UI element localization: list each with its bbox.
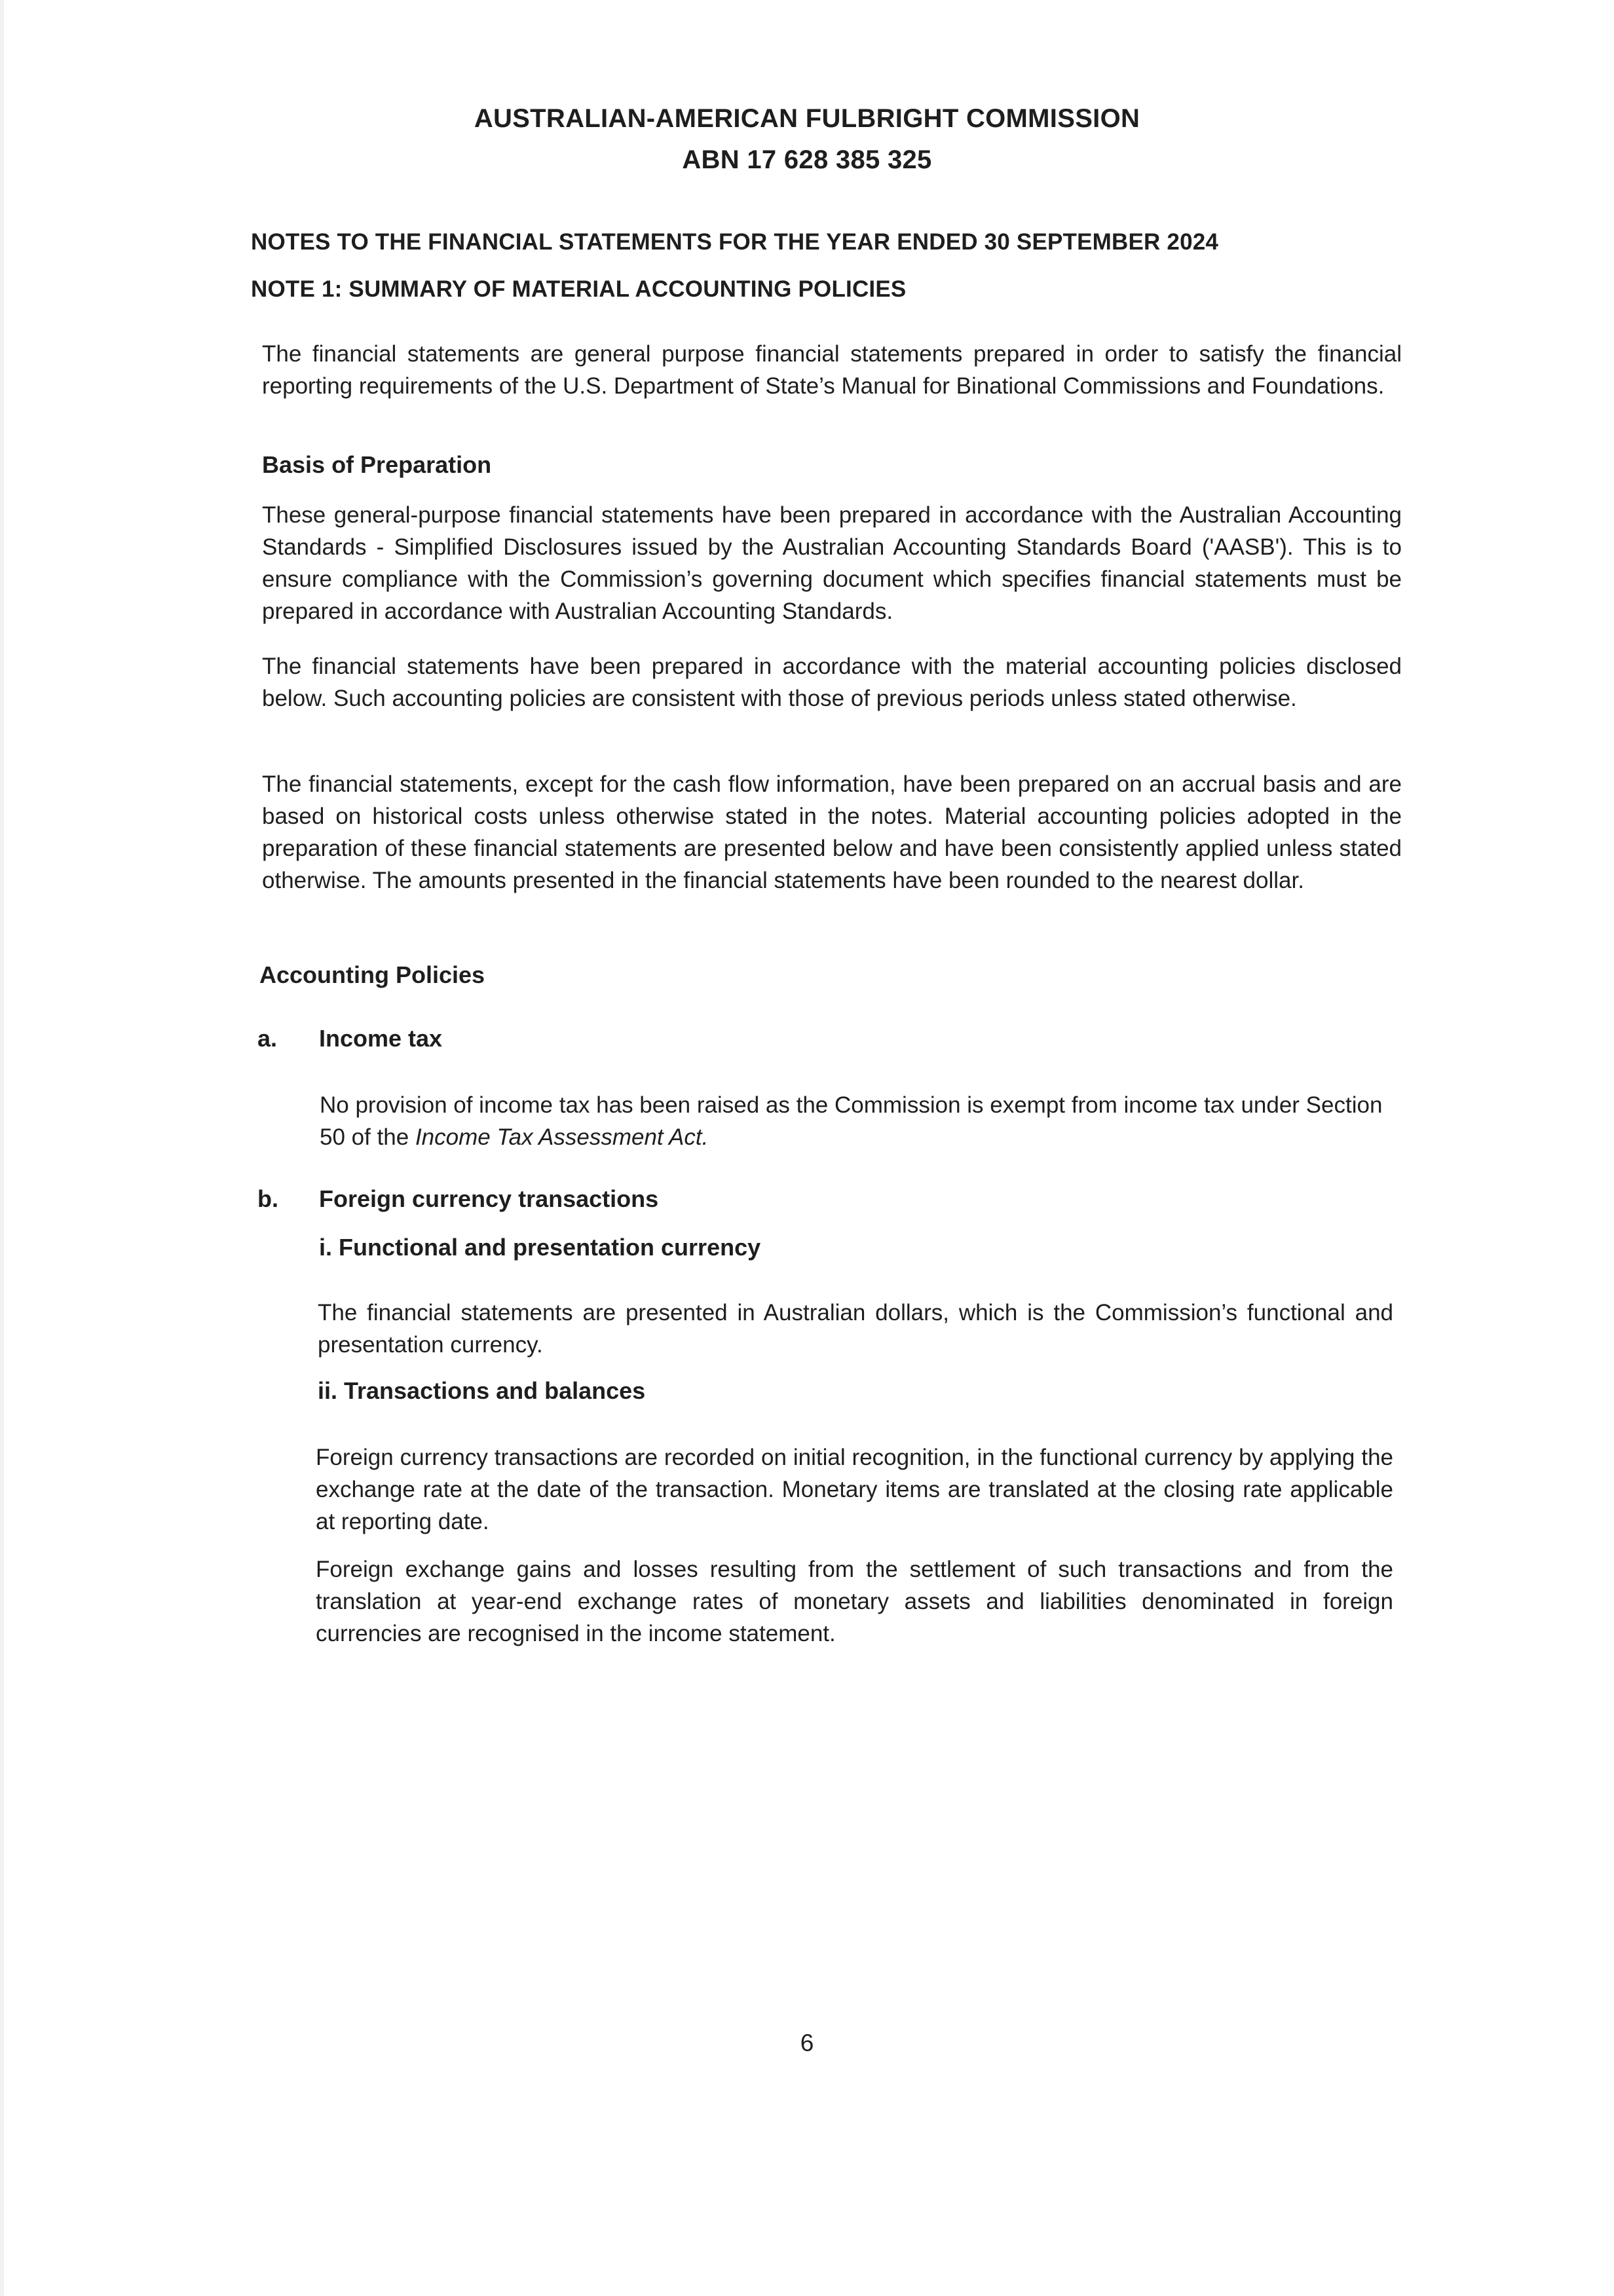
intro-paragraph: The financial statements are general purpose financial statements prepared in order to satisfy the financial reporting requirements of the U.S. Department of State’s Manual for Binational Commissions and Foundations. (262, 341, 1402, 399)
item-a-letter: a. (257, 1025, 278, 1052)
basis-paragraph-3: The financial statements, except for the cash flow information, have been prepared on an accrual basis and are based on historical costs unless otherwise stated in the notes. Material accounting policies adopted in the preparation of these financial statements are presented below and have been consistently applied unless stated otherwise. The amounts presented in the financial statements have been rounded to the nearest dollar. (262, 771, 1402, 893)
document-header (0, 98, 1614, 181)
basis-paragraph-1: These general-purpose financial statements have been prepared in accordance with the Australian Accounting Standards - Simplified Disclosures issued by the Australian Accounting Standards Board ('AASB'). This is to ensure compliance with the Commission’s governing document which specifies financial statements must be prepared in accordance with Australian Accounting Standards. (262, 502, 1402, 624)
item-b-letter: b. (257, 1185, 278, 1212)
income-tax-text: No provision of income tax has been raised as the Commission is exempt from income tax under Section 50 of the (320, 1092, 1383, 1150)
functional-currency-paragraph: The financial statements are presented in Australian dollars, which is the Commission’s functional and presentation currency. (318, 1300, 1393, 1358)
functional-currency-heading: i. Functional and presentation currency (319, 1234, 761, 1261)
abn-number: ABN 17 628 385 325 (682, 145, 932, 174)
income-tax-act-name: Income Tax Assessment Act. (415, 1124, 709, 1150)
income-tax-paragraph (320, 1089, 1394, 1153)
transactions-paragraph-2: Foreign exchange gains and losses resulting from the settlement of such transactions and from the translation at year-end exchange rates of monetary assets and liabilities denominated in foreign currencies are recognised in the income statement. (316, 1557, 1393, 1646)
basis-paragraph-2: The financial statements have been prepared in accordance with the material accounting policies disclosed below. Such accounting policies are consistent with those of previous periods unless stated otherwise. (262, 654, 1402, 711)
page-number: 6 (800, 2029, 814, 2056)
transactions-paragraph-1: Foreign currency transactions are recorded on initial recognition, in the functional currency by applying the exchange rate at the date of the transaction. Monetary items are translated at the closing rate applicable at reporting date. (316, 1445, 1393, 1534)
note-title: NOTE 1: SUMMARY OF MATERIAL ACCOUNTING POLICIES (251, 276, 907, 302)
income-tax-heading: Income tax (319, 1025, 443, 1052)
foreign-currency-heading: Foreign currency transactions (319, 1185, 659, 1212)
accounting-policies-heading: Accounting Policies (259, 961, 485, 988)
notes-title: NOTES TO THE FINANCIAL STATEMENTS FOR THE YEAR ENDED 30 SEPTEMBER 2024 (251, 229, 1219, 255)
scan-edge-shade (0, 0, 4, 2296)
basis-heading: Basis of Preparation (262, 451, 492, 478)
organization-name: AUSTRALIAN-AMERICAN FULBRIGHT COMMISSION (474, 104, 1140, 133)
transactions-balances-heading: ii. Transactions and balances (318, 1377, 646, 1404)
